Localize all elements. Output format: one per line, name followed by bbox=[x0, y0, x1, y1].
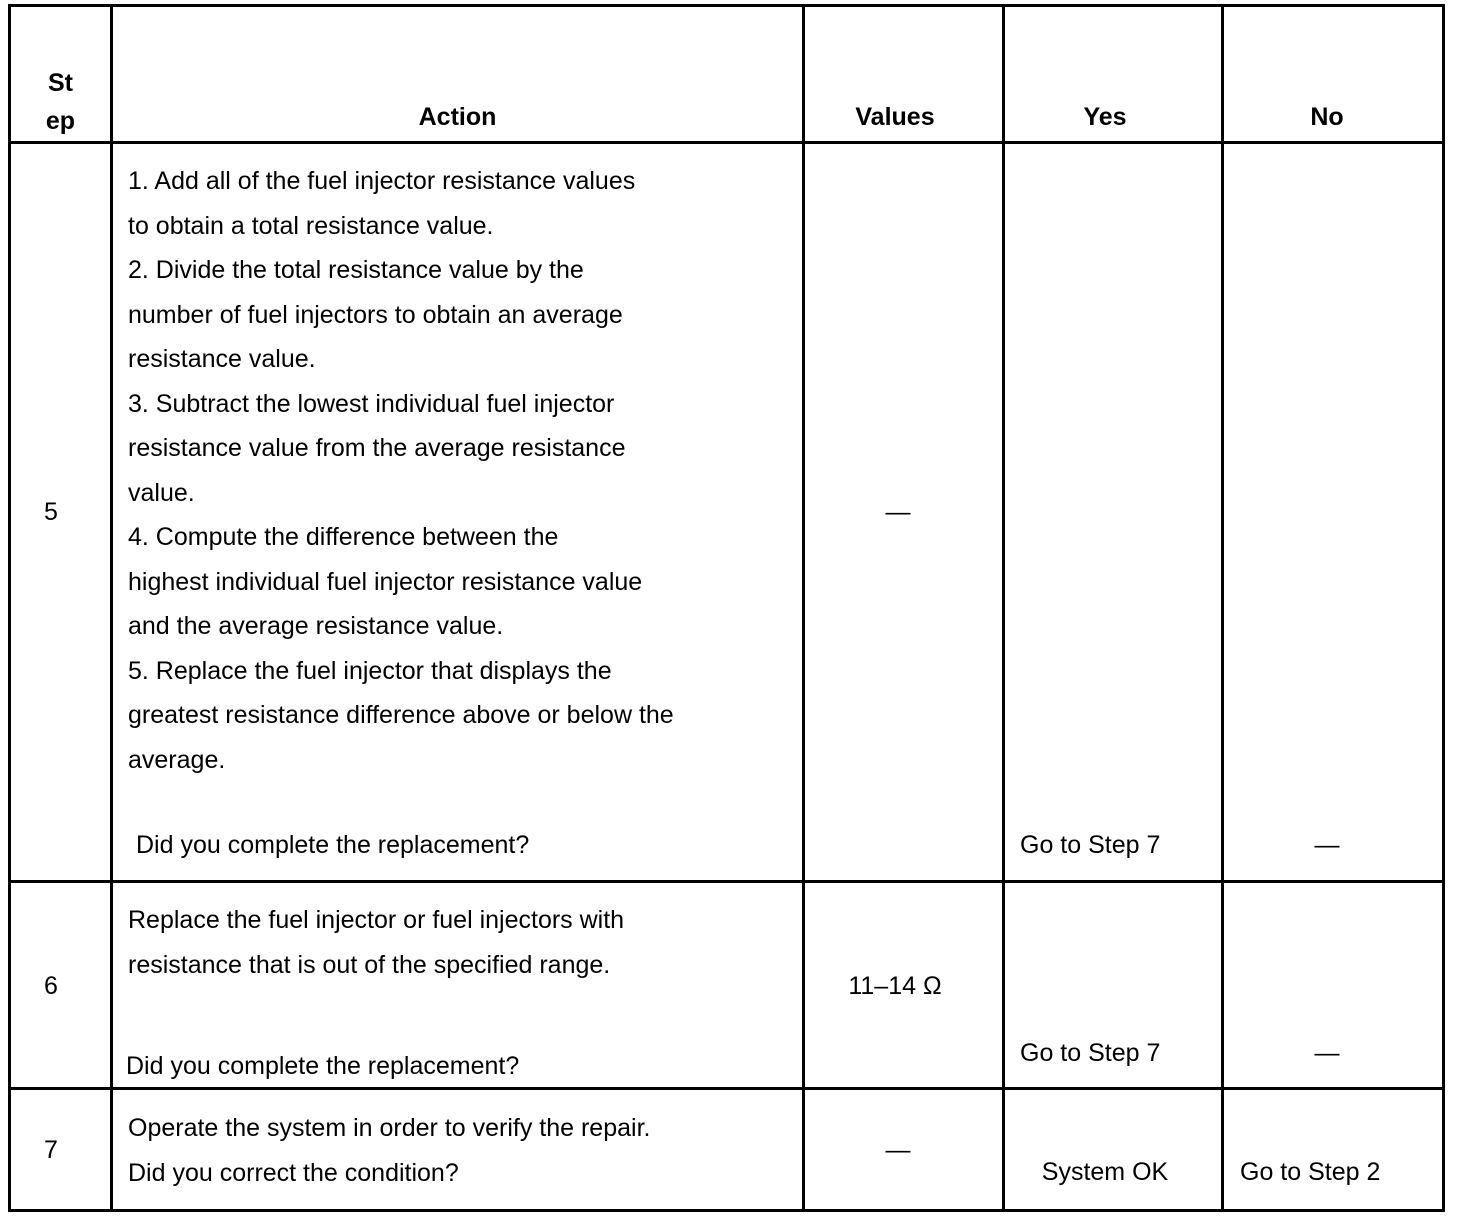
header-yes: Yes bbox=[1083, 103, 1127, 131]
grid-line-right bbox=[1442, 4, 1445, 1212]
header-no: No bbox=[1310, 103, 1344, 131]
action-line: Did you correct the condition? bbox=[128, 1158, 459, 1187]
action-line: to obtain a total resistance value. bbox=[128, 211, 494, 240]
grid-line-top bbox=[8, 4, 1445, 7]
yes-cell: Go to Step 7 bbox=[1020, 831, 1161, 859]
header-step bbox=[11, 64, 110, 140]
step-number: 5 bbox=[44, 498, 58, 526]
header-values: Values bbox=[855, 103, 935, 131]
header-action: Action bbox=[418, 103, 497, 131]
yes-cell: Go to Step 7 bbox=[1020, 1039, 1161, 1067]
action-line: Operate the system in order to verify the repair. bbox=[128, 1114, 651, 1142]
action-line: 1. Add all of the fuel injector resistance values bbox=[128, 167, 636, 195]
action-line: average. bbox=[128, 745, 226, 774]
action-line: resistance that is out of the specified range. bbox=[128, 950, 611, 979]
action-line: and the average resistance value. bbox=[128, 612, 504, 640]
grid-line-action-values bbox=[802, 4, 805, 1212]
no-cell: Go to Step 2 bbox=[1240, 1158, 1381, 1186]
step-number: 6 bbox=[44, 972, 58, 1000]
values-cell: — bbox=[885, 1136, 911, 1164]
action-line: 5. Replace the fuel injector that displays the bbox=[128, 656, 612, 685]
grid-line-values-yes bbox=[1002, 4, 1005, 1212]
action-line: 2. Divide the total resistance value by the bbox=[128, 256, 584, 284]
action-line: number of fuel injectors to obtain an average bbox=[128, 300, 623, 329]
grid-line-step-action bbox=[110, 4, 113, 1212]
header-step-line2: ep bbox=[45, 107, 76, 135]
action-question: Did you complete the replacement? bbox=[126, 1052, 520, 1080]
no-cell: — bbox=[1314, 1039, 1340, 1067]
values-cell: — bbox=[885, 498, 911, 526]
grid-line-row5-bottom bbox=[8, 880, 1445, 883]
values-cell: 11–14 Ω bbox=[848, 972, 942, 1000]
action-text bbox=[128, 1106, 650, 1195]
action-line: Replace the fuel injector or fuel injectors with bbox=[128, 906, 625, 934]
step-number: 7 bbox=[44, 1136, 58, 1164]
header-step-line1: St bbox=[48, 69, 73, 97]
action-line: 4. Compute the difference between the bbox=[128, 523, 559, 551]
action-line: resistance value. bbox=[128, 345, 316, 373]
action-question: Did you complete the replacement? bbox=[136, 831, 530, 859]
action-line: highest individual fuel injector resistance value bbox=[128, 567, 643, 596]
action-line: value. bbox=[128, 478, 195, 507]
action-line: greatest resistance difference above or below the bbox=[128, 701, 674, 729]
action-line: 3. Subtract the lowest individual fuel injector bbox=[128, 389, 615, 418]
no-cell: — bbox=[1314, 831, 1340, 859]
action-text bbox=[128, 159, 674, 782]
grid-line-left bbox=[8, 4, 11, 1212]
yes-cell: System OK bbox=[1041, 1158, 1169, 1186]
grid-line-header-bottom bbox=[8, 141, 1445, 144]
action-line: resistance value from the average resistance bbox=[128, 434, 626, 462]
action-text bbox=[128, 898, 624, 987]
grid-line-bottom bbox=[8, 1209, 1445, 1212]
